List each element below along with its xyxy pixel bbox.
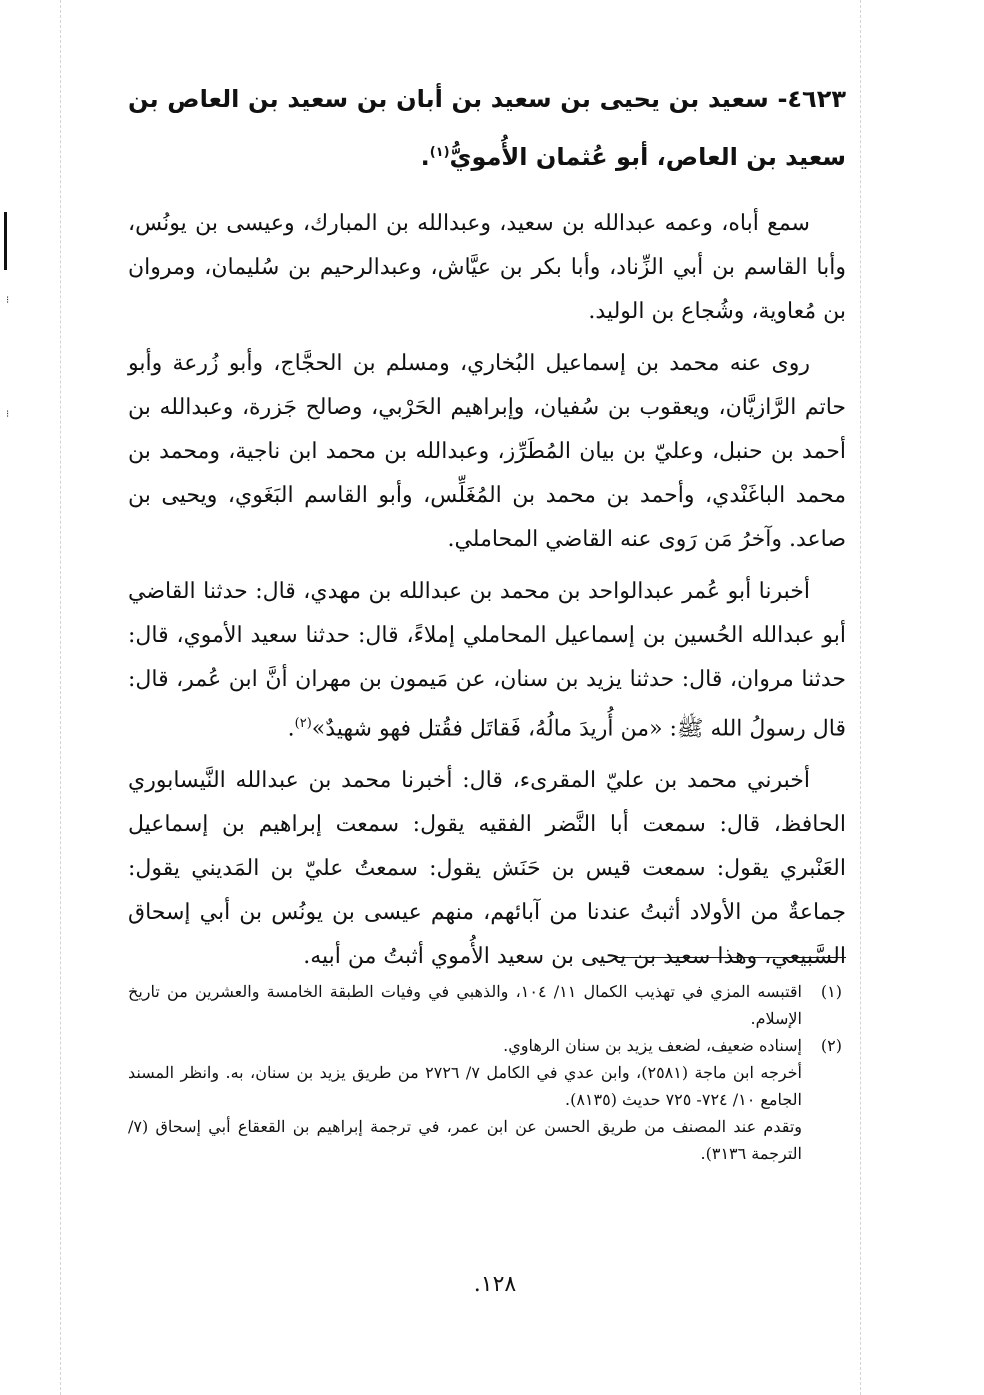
paragraph-teachers: سمع أباه، وعمه عبدالله بن سعيد، وعبدالله بن المبارك، وعيسى بن يونُس، وأبا القاسم بن أبي الزِّناد، وأبا بكر بن عيَّاش، وعبدالرحيم بن سُليمان، ومروان بن مُعاوية، وشُجاع بن الوليد. [128,211,846,324]
footnote-separator [617,957,846,958]
footnote-2 [128,1032,846,1059]
paragraph-hadith [128,570,846,751]
footnotes [128,978,846,1167]
footnote-1 [128,978,846,1032]
margin-mark-bar [4,212,7,270]
paragraph-hadith-text: أخبرنا أبو عُمر عبدالواحد بن محمد بن عبدالله بن مهدي، قال: حدثنا القاضي أبو عبدالله الحُسين بن إسماعيل المحاملي إملاءً، قال: حدثنا سعيد الأموي، قال: حدثنا مروان، قال: حدثنا يزيد بن سنان، عن مَيمون بن مهران أنَّ ابن عُمر، قال: قال رسولُ الله ﷺ: «من أُريدَ مالُهُ، فَقاتَل فقُتل فهو شهيدٌ» [128,579,847,742]
entry-title: سعيد بن يحيى بن سعيد بن أبان بن سعيد بن العاص بن سعيد بن العاص، أبو عُثمان الأُمويُّ [128,85,846,171]
main-text [128,72,846,987]
margin-mark-dots: ⁝ [6,295,10,306]
scan-edge-right [860,0,861,1395]
footnote-number: (١) [820,982,842,1001]
footnote-text: إسناده ضعيف، لضعف يزيد بن سنان الرهاوي. [503,1036,802,1055]
footnote-2-line: أخرجه ابن ماجة (٢٥٨١)، وابن عدي في الكامل ٧/ ٢٧٢٦ من طريق يزيد بن سنان، به. وانظر المسند الجامع ١٠/ ٧٢٤- ٧٢٥ حديث (٨١٣٥). [128,1063,803,1109]
page-number: ١٢٨. [473,1272,517,1297]
footnote-ref-2[interactable]: (٢) [294,716,312,731]
footnote-ref-1[interactable]: (١) [429,145,450,160]
scan-edge-left [60,0,61,1395]
entry-heading [128,72,846,184]
footnote-text: اقتبسه المزي في تهذيب الكمال ١١/ ١٠٤، والذهبي في وفيات الطبقة الخامسة والعشرين من تاريخ الإسلام. [128,982,802,1028]
paragraph-hadith-end: . [287,716,295,742]
entry-number: ٤٦٢٣- [777,85,846,113]
paragraph-narration: أخبرني محمد بن عليّ المقرىء، قال: أخبرنا محمد بن عبدالله النَّيسابوري الحافظ، قال: سمعت أبا النَّضر الفقيه يقول: سمعت إبراهيم بن إسماعيل العَنْبري يقول: سمعت قيس بن حَنَش يقول: سمعتُ عليّ بن المَديني يقول: جماعةٌ من الأولاد أثبتُ عندنا من آبائهم، منهم عيسى بن يونُس بن أبي إسحاق السَّبيعي، وهذا سعيد بن يحيى بن سعيد الأُموي أثبتُ من أبيه. [128,768,846,970]
entry-heading-end: . [420,143,430,171]
paragraph-students: روى عنه محمد بن إسماعيل البُخاري، ومسلم بن الحجَّاج، وأبو زُرعة وأبو حاتم الرَّازيَّان، ويعقوب بن سُفيان، وإبراهيم الحَرْبي، وصالح جَزرة، وعبدالله بن أحمد بن حنبل، وعليّ بن بيان المُطَرِّز، وعبدالله بن محمد ابن ناجية، ومحمد بن محمد الباغَنْدي، وأحمد بن محمد بن المُغَلِّس، وأبو القاسم البَغَوي، ويحيى بن صاعد. وآخرُ مَن رَوى عنه القاضي المحاملي. [128,351,846,552]
footnote-2-line: وتقدم عند المصنف من طريق الحسن عن ابن عمر، في ترجمة إبراهيم بن القعقاع أبي إسحاق (٧/ الترجمة ٣١٣٦). [128,1117,802,1163]
margin-mark-dots: ⁝ [6,409,10,420]
footnote-number: (٢) [820,1036,842,1055]
